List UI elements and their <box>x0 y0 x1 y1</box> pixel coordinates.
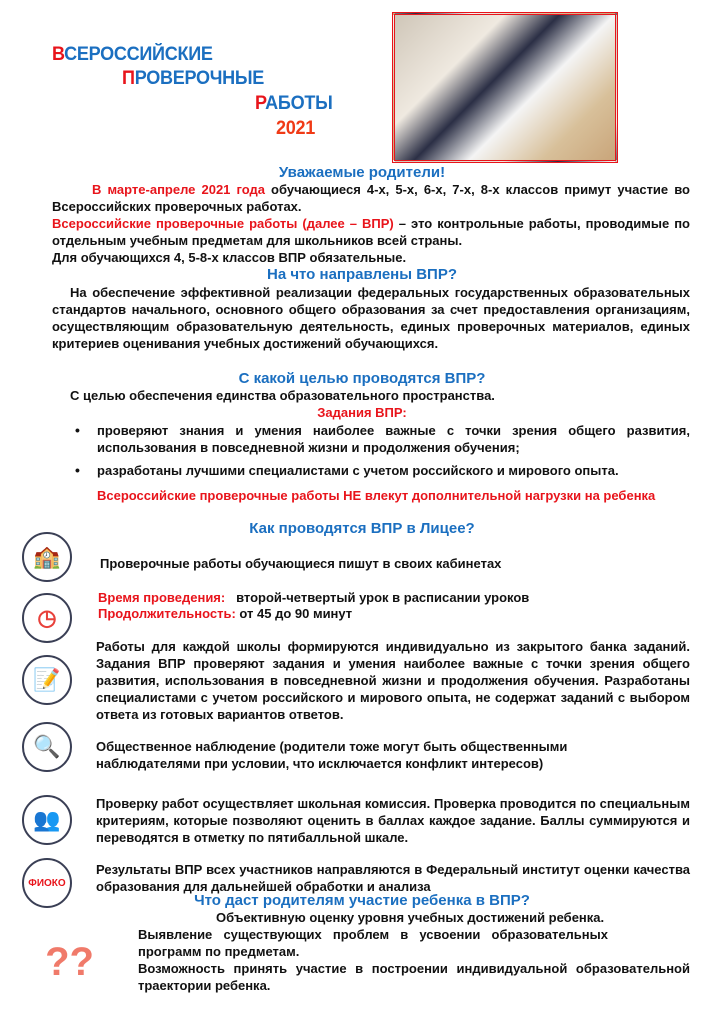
commission-icon: 👥 <box>22 795 72 845</box>
title-year: 2021 <box>276 118 316 139</box>
how-item-checking: Проверку работ осуществляет школьная комиссия. Проверка проводится по специальным критериям, которые позволяют оценить в баллах каждое задание. Баллы суммируются и переводятся в отметку по пятибалльной шкале. <box>96 796 690 845</box>
observer-magnifier-icon: 🔍 <box>22 722 72 772</box>
fioko-logo: ФИОКО <box>22 858 72 908</box>
confused-parents-illustration: ?‍? <box>45 940 94 984</box>
how-item-time: Время проведения: второй-четвертый урок в расписании уроков <box>98 590 530 605</box>
how-item-results: Результаты ВПР всех участников направляются в Федеральный институт оценки качества образования для дальнейшей обработки и анализа <box>96 862 690 894</box>
aim-text: На обеспечение эффективной реализации федеральных государственных образовательных стандартов начального, основного общего образования за счет предоставления организациям, осуществляющим образовательную деятельность, единых проверочных материалов, единых критериев оценивания учебных достижений обучающихся. <box>52 285 690 351</box>
how-item-observation: Общественное наблюдение (родители тоже могут быть общественными наблюдателями при условии, что исключается конфликт интересов) <box>96 739 568 771</box>
intro-paragraph-1: В марте-апреле 2021 года обучающиеся 4-х, 5-х, 6-х, 7-х, 8-х классов примут участие во Всероссийских проверочных работах. <box>52 182 690 214</box>
goal-heading: С какой целью проводятся ВПР? <box>238 370 486 387</box>
intro-paragraph-2: Всероссийские проверочные работы (далее – ВПР) – это контрольные работы, проводимые по отдельным учебным предметам для школьников всей страны. <box>52 216 691 248</box>
bullet-icon: • <box>75 422 80 438</box>
title-line-2: ПРОВЕРОЧНЫЕ <box>122 68 265 89</box>
how-item-duration: Продолжительность: от 45 до 90 минут <box>98 606 353 621</box>
how-item-classrooms: Проверочные работы обучающиеся пишут в своих кабинетах <box>100 556 502 571</box>
goal-text: С целью обеспечения единства образовательного пространства. <box>70 388 495 403</box>
title-line-3: РАБОТЫ <box>255 93 333 114</box>
how-item-tasks: Работы для каждой школы формируются индивидуально из закрытого банка заданий. Задания ВПР проверяют задания и умения наиболее важные с точки зрения общего развития, использования в повседневной жизни и продолжения обучения. Разработаны специалистами с учетом российского и мирового опыта, не содержат заданий с выбором ответа из готовых вариантов ответов. <box>96 639 690 722</box>
tasks-heading: Задания ВПР: <box>317 405 407 420</box>
bullet-icon: • <box>75 462 80 478</box>
benefit-line-1: Объективную оценку уровня учебных достижений ребенка. <box>216 910 605 925</box>
benefit-line-2: Выявление существующих проблем в усвоении образовательных программ по предметам. <box>138 927 608 959</box>
document-pen-icon: 📝 <box>22 655 72 705</box>
task-bullet-1: проверяют знания и умения наиболее важные с точки зрения общего развития, использования в повседневной жизни и продолжения обучения; <box>97 423 690 455</box>
how-heading: Как проводятся ВПР в Лицее? <box>249 520 475 537</box>
no-extra-load-note: Всероссийские проверочные работы НЕ влекут дополнительной нагрузки на ребенка <box>97 488 656 503</box>
school-building-icon: 🏫 <box>22 532 72 582</box>
aim-heading: На что направлены ВПР? <box>266 266 457 283</box>
task-bullet-2: разработаны лучшими специалистами с учетом российского и мирового опыта. <box>97 463 619 478</box>
benefit-heading: Что даст родителям участие ребенка в ВПР? <box>194 892 530 909</box>
intro-paragraph-3: Для обучающихся 4, 5-8-х классов ВПР обязательные. <box>52 250 407 265</box>
benefit-line-3: Возможность принять участие в построении индивидуальной образовательной траектории ребенка. <box>138 961 690 993</box>
students-photo <box>392 12 618 163</box>
intro-heading: Уважаемые родители! <box>278 164 446 181</box>
title-line-1: ВСЕРОССИЙСКИЕ <box>52 44 213 65</box>
clock-icon: ◷ <box>22 593 72 643</box>
